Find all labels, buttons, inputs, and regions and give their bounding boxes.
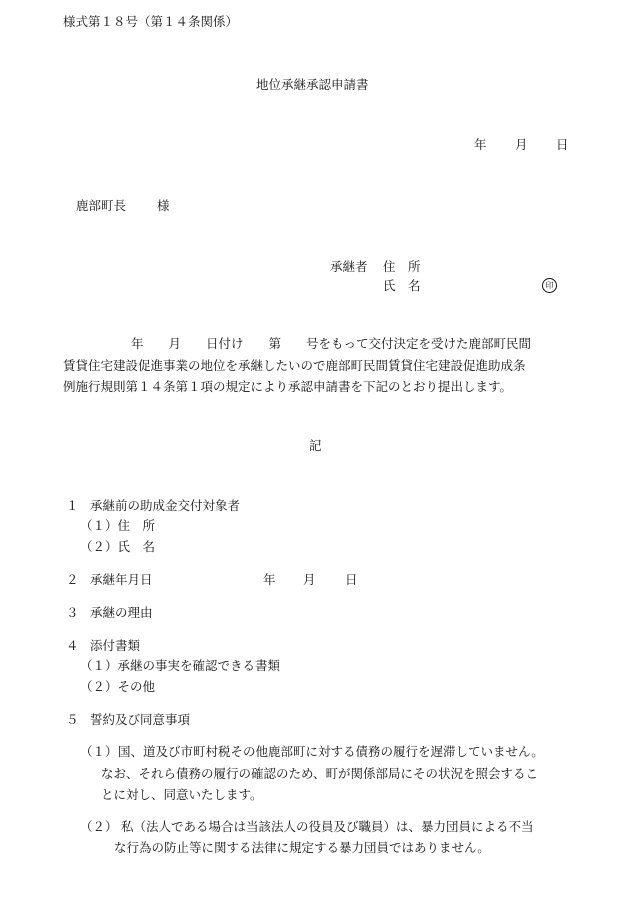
date-year-label: 年 (474, 137, 487, 152)
item-2-number: ２ (66, 572, 79, 587)
ki-heading: 記 (309, 438, 322, 453)
item-4-sub-documents: （１）承継の事実を確認できる書類 (80, 658, 281, 673)
item-4-sub-other: （２）その他 (80, 679, 156, 694)
form-number: 様式第１８号（第１４条関係） (63, 14, 239, 29)
pledge-1-line-1: 国、道及び市町村税その他鹿部町に対する債務の履行を遅滞していません。 (118, 744, 544, 759)
addressee-name: 鹿部町長 (76, 198, 127, 213)
date-day-label: 日 (556, 137, 569, 152)
item-2-label: 承継年月日 (90, 572, 153, 587)
pledge-1-number: （１） (80, 744, 118, 759)
item-1-label: 承継前の助成金交付対象者 (90, 498, 241, 513)
item-1-sub-address: （１）住 所 (80, 518, 156, 533)
item-1-number: １ (66, 498, 79, 513)
seal-mark: 印 (542, 278, 557, 293)
body-line-2: 賃貸住宅建設促進事業の地位を承継したいので鹿部町民間賃貸住宅建設促進助成条 (63, 358, 526, 373)
item-3-number: ３ (66, 605, 79, 620)
pledge-1-line-3: とに対し、同意いたします。 (101, 787, 263, 802)
pledge-2-number: （２） (80, 819, 118, 834)
item-4-label: 添付書類 (90, 638, 141, 653)
item-5-number: ５ (66, 712, 79, 727)
item-2-month: 月 (303, 572, 316, 587)
item-1-sub-name: （２）氏 名 (80, 539, 156, 554)
date-month-label: 月 (515, 137, 528, 152)
pledge-2-line-2: な行為の防止等に関する法律に規定する暴力団員ではありません。 (114, 840, 490, 855)
applicant-address-label: 住 所 (383, 259, 421, 274)
applicant-name-label: 氏 名 (383, 278, 421, 293)
item-3-label: 承継の理由 (90, 605, 153, 620)
body-line-1: 年 月 日付け 第 号をもって交付決定を受けた鹿部町民間 (131, 336, 532, 351)
applicant-role: 承継者 (330, 259, 368, 274)
document-title: 地位承継承認申請書 (256, 77, 369, 92)
item-4-number: ４ (66, 638, 79, 653)
item-2-year: 年 (263, 572, 276, 587)
item-2-day: 日 (345, 572, 358, 587)
body-line-3: 例施行規則第１４条第１項の規定により承認申請書を下記のとおり提出します。 (63, 379, 513, 394)
pledge-2-line-1: 私（法人である場合は当該法人の役員及び職員）は、暴力団員による不当 (121, 819, 534, 834)
addressee-honorific: 様 (157, 198, 170, 213)
item-5-label: 誓約及び同意事項 (90, 712, 191, 727)
pledge-1-line-2: なお、それら債務の履行の確認のため、町が関係部局にその状況を照会するこ (101, 766, 539, 781)
